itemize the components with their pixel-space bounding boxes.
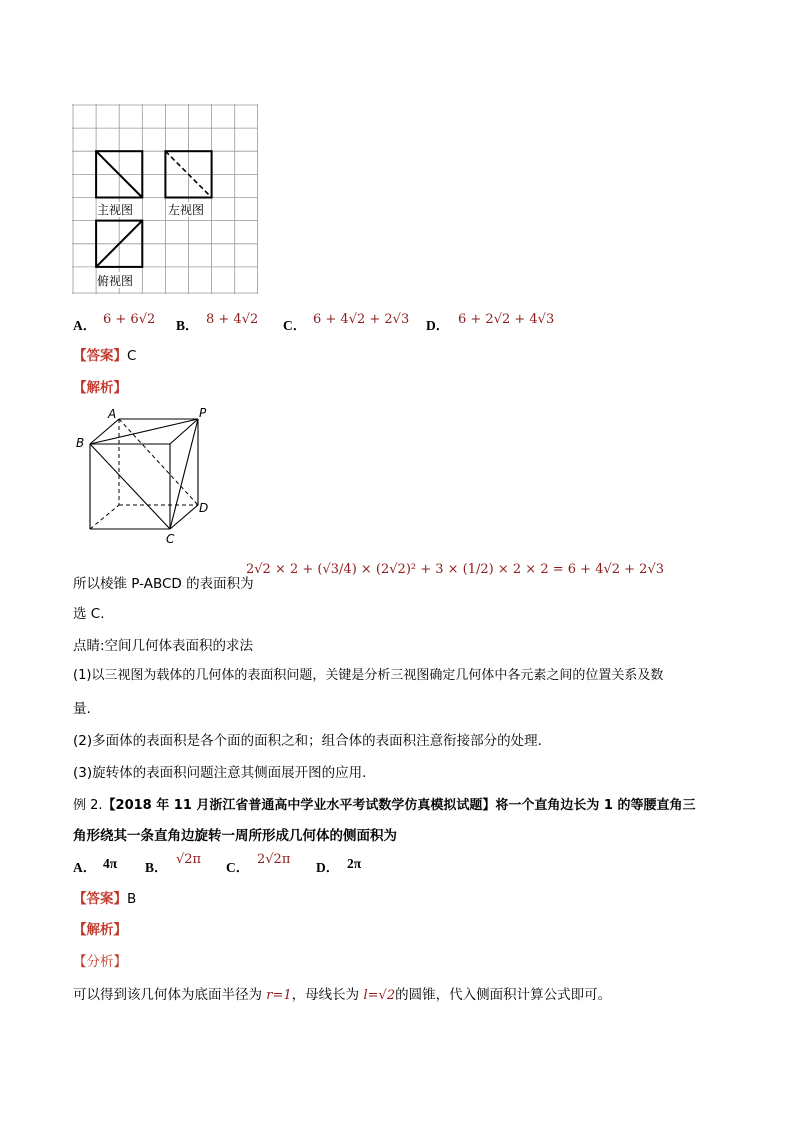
choose-line: 选 C. [73, 606, 105, 622]
vertex-a-label: A [108, 407, 117, 421]
q1-option-a-letter[interactable]: A． [73, 318, 97, 333]
q2-stem-line-2: 角形绕其一条直角边旋转一周所形成几何体的侧面积为 [73, 828, 397, 844]
top-view-label: 俯视图 [97, 274, 134, 288]
q2-fenxi-l: l=√2 [363, 988, 396, 1003]
q2-fenxi-a: 可以得到该几何体为底面半径为 [73, 987, 262, 1003]
q1-option-c-expr[interactable]: 6 + 4√2 + 2√3 [313, 312, 410, 327]
tip-1-line-1: (1)以三视图为载体的几何体的表面积问题，关键是分析三视图确定几何体中各元素之间的位置关系及数 [73, 668, 664, 683]
q1-option-d-expr[interactable]: 6 + 2√2 + 4√3 [458, 312, 555, 327]
q1-analysis-tag: 【解析】 [73, 380, 127, 396]
q1-option-b-letter[interactable]: B． [176, 318, 199, 333]
q2-option-b-expr[interactable]: √2π [176, 852, 202, 867]
q2-fenxi-c: 的圆锥，代入侧面积计算公式即可。 [395, 987, 612, 1003]
vertex-b-label: B [76, 436, 85, 450]
front-view-label: 主视图 [97, 203, 134, 217]
q2-source: 【2018 年 11 月浙江省普通高中学业水平考试数学仿真模拟试题】 [102, 798, 496, 813]
q2-stem-text: 将一个直角边长为 1 的等腰直角三 [495, 798, 696, 813]
q2-option-c-expr[interactable]: 2√2π [257, 852, 291, 867]
q1-answer-tag: 【答案】 [73, 348, 127, 364]
q2-option-d-expr[interactable]: 2π [347, 856, 362, 871]
vertex-p-label: P [199, 406, 207, 420]
surface-area-formula: 2√2 × 2 + (√3/4) × (2√2)² + 3 × (1/2) × 2 × 2 = 6 + 4√2 + 2√3 [246, 562, 664, 577]
vertex-c-label: C [166, 532, 175, 546]
q2-fenxi-b: ，母线长为 [291, 987, 360, 1003]
surface-area-prefix: 所以棱锥 P-ABCD 的表面积为 [73, 576, 254, 592]
q2-answer-value: B [127, 891, 137, 907]
q2-option-b-letter[interactable]: B． [145, 860, 168, 875]
q1-option-d-letter[interactable]: D． [426, 318, 450, 333]
q2-answer-tag: 【答案】 [73, 891, 127, 907]
q1-option-b-expr[interactable]: 8 + 4√2 [206, 312, 259, 327]
tip-1-line-2: 量. [73, 701, 91, 717]
q1-option-a-expr[interactable]: 6 + 6√2 [103, 312, 156, 327]
vertex-d-label: D [199, 501, 209, 515]
grid-lines [72, 104, 258, 294]
three-view-figure [72, 104, 260, 296]
q2-stem-line-1 [73, 794, 696, 813]
cube-pyramid-figure [72, 402, 222, 548]
q2-fenxi-r: r=1 [266, 988, 292, 1003]
q2-option-a-letter[interactable]: A． [73, 860, 97, 875]
side-view-label: 左视图 [168, 203, 205, 217]
q1-option-c-letter[interactable]: C． [283, 318, 307, 333]
q2-fenxi-line [73, 983, 611, 1003]
tip-title: 点睛:空间几何体表面积的求法 [73, 638, 254, 654]
q1-answer-line [73, 344, 136, 364]
q2-fenxi-tag: 【分析】 [73, 954, 127, 970]
q1-answer-value: C [127, 348, 137, 364]
q2-analysis-tag: 【解析】 [73, 922, 127, 938]
q2-option-d-letter[interactable]: D． [316, 860, 340, 875]
tip-2: (2)多面体的表面积是各个面的面积之和；组合体的表面积注意衔接部分的处理. [73, 733, 542, 749]
q2-prefix: 例 2. [73, 798, 103, 813]
q2-answer-line [73, 887, 136, 907]
q2-option-c-letter[interactable]: C． [226, 860, 250, 875]
q2-option-a-expr[interactable]: 4π [103, 856, 118, 871]
tip-3: (3)旋转体的表面积问题注意其侧面展开图的应用. [73, 765, 367, 781]
